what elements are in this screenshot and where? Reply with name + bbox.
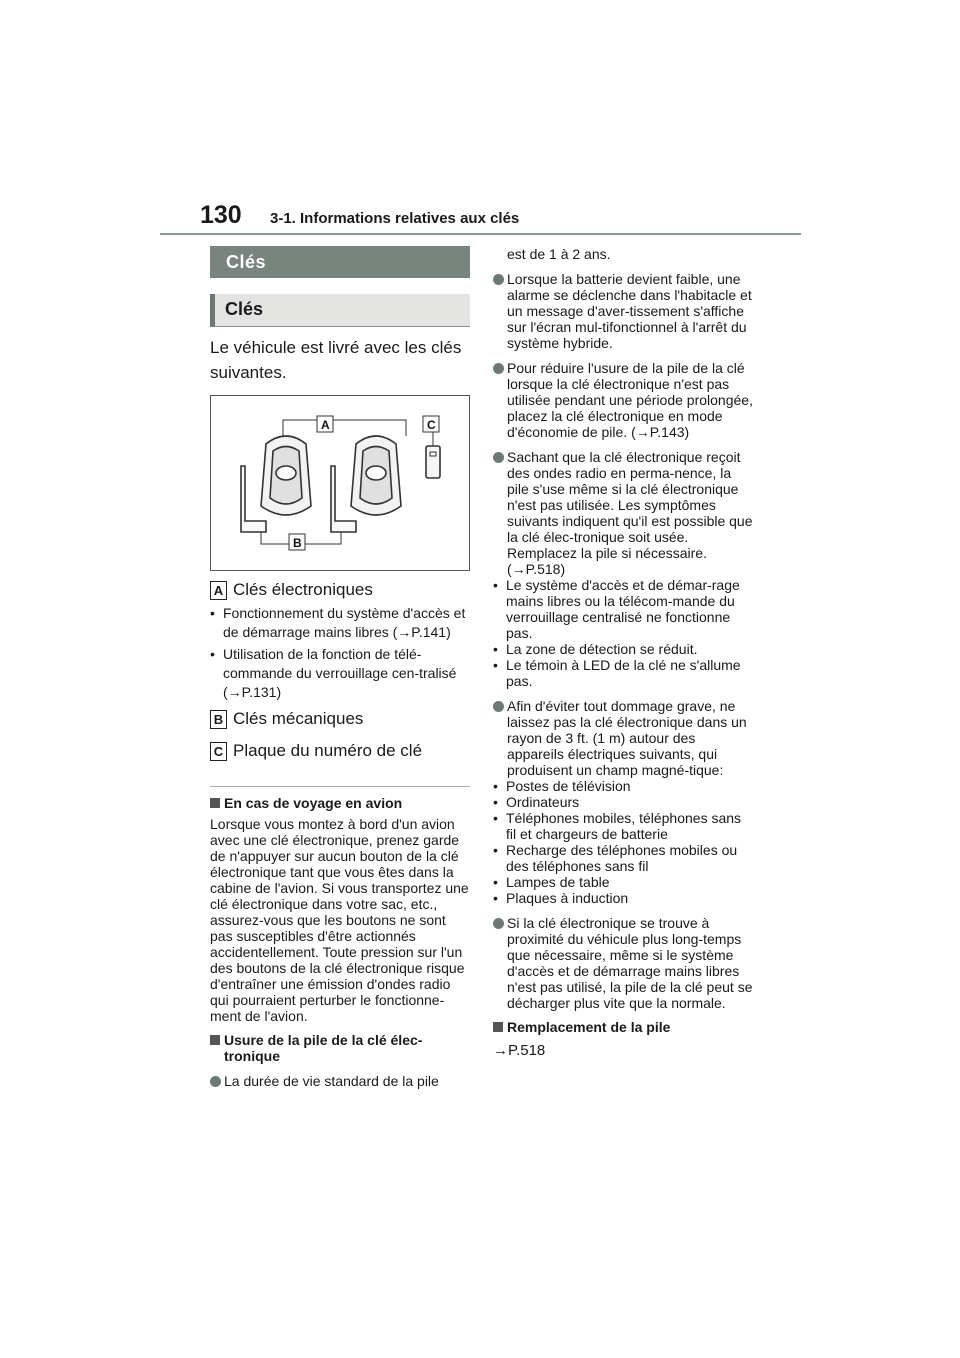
note-text-flight: Lorsque vous montez à bord d'un avion avec une clé électronique, prenez garde de n'appuyer sur aucun bouton de la clé électronique tant que vous êtes dans la cabine de l'avion. Si vous transportez une clé électronique dans votre sac, etc., assurez-vous que les boutons ne sont pas susceptibles d'être actionnés accidentellement. Toute pression sur l'un des boutons de la clé électronique risque d'entraîner une émission d'ondes radio qui pourraient perturber le fonctionne-ment de l'avion. [210,816,469,1024]
square-bullet-icon [210,798,220,808]
right-column [493,246,755,1059]
keys-illustration [210,395,470,571]
item-letter-a: A [210,581,227,600]
list-item: • Postes de télévision [493,778,755,794]
chapter-title: Clés [210,246,470,278]
item-mechanical-keys [210,708,470,730]
round-bullet-icon [210,1076,221,1087]
header-divider [160,233,801,235]
bullet-proximity: Si la clé électronique se trouve à proximité du véhicule plus long-temps que nécessaire, même si le système d'accès et de démarrage mains libres n'est pas utilisé, la pile de la clé peut se décharger plus vite que la normale. [493,915,755,1011]
note-heading-flight: En cas de voyage en avion [210,795,470,811]
item-label: Plaque du numéro de clé [233,741,423,760]
round-bullet-icon [493,274,504,285]
list-item: • Lampes de table [493,874,755,890]
devices-list [493,778,755,906]
list-item: • Téléphones mobiles, téléphones sans fil et chargeurs de batterie [493,810,755,842]
continued-text: est de 1 à 2 ans. [507,246,611,262]
item-electronic-keys [210,579,470,601]
note-heading-replacement: Remplacement de la pile [493,1019,755,1035]
electronic-keys-list [210,604,470,702]
list-item: • Utilisation de la fonction de télé-commande du verrouillage cen-tralisé (→P.131) [210,645,470,702]
keys-drawing [211,396,469,570]
list-item: • Le témoin à LED de la clé ne s'allume pas. [493,657,755,689]
bullet-radio-waves: Sachant que la clé électronique reçoit des ondes radio en perma-nence, la pile s'use même si la clé électronique n'est pas utilisée. Les symptômes suivants indiquent qu'il est possible que la clé élec-tronique soit usée. Remplacez la pile si nécessaire. (→P.518) [493,449,755,577]
figure-label-c: C [427,418,436,432]
item-key-number-plate [210,740,470,762]
note-heading-battery-wear: Usure de la pile de la clé élec-tronique [210,1032,470,1064]
figure-label-a: A [321,418,330,432]
notes-divider [210,786,470,787]
round-bullet-icon [493,452,504,463]
round-bullet-icon [493,363,504,374]
bullet-battery-saving: Pour réduire l'usure de la pile de la clé lorsque la clé électronique n'est pas utilisée pendant une période prolongée, placez la clé électronique en mode d'économie de pile. (→P.143) [493,360,755,440]
item-letter-c: C [210,742,227,761]
item-letter-b: B [210,710,227,729]
intro-text: Le véhicule est livré avec les clés suivantes. [210,338,462,382]
symptoms-list [493,577,755,689]
list-item: • Fonctionnement du système d'accès et de démarrage mains libres (→P.141) [210,604,470,642]
list-item: • La zone de détection se réduit. [493,641,755,657]
list-item: • Le système d'accès et de démar-rage mains libres ou la télécom-mande du verrouillage centralisé ne fonctionne pas. [493,577,755,641]
square-bullet-icon [493,1022,503,1032]
page-number: 130 [200,201,242,229]
section-title: 3-1. Informations relatives aux clés [270,210,520,227]
bullet-battery-life: La durée de vie standard de la pile [210,1073,470,1089]
section-heading: Clés [210,294,470,327]
list-item: • Ordinateurs [493,794,755,810]
round-bullet-icon [493,701,504,712]
item-label: Clés mécaniques [233,709,364,728]
round-bullet-icon [493,918,504,929]
replacement-page-ref[interactable]: →P.518 [493,1042,546,1059]
bullet-low-battery-alarm: Lorsque la batterie devient faible, une alarme se déclenche dans l'habitacle et un message d'aver-tissement s'affiche sur l'écran mul-tifonctionnel à l'arrêt du système hybride. [493,271,755,351]
list-item: • Recharge des téléphones mobiles ou des téléphones sans fil [493,842,755,874]
item-label: Clés électroniques [233,580,373,599]
figure-label-b: B [293,536,302,550]
left-column [210,246,470,1089]
list-item: • Plaques à induction [493,890,755,906]
bullet-magnetic-field: Afin d'éviter tout dommage grave, ne laissez pas la clé électronique dans un rayon de 3 ft. (1 m) autour des appareils électriques suivants, qui produisent un champ magné-tique: [493,698,755,778]
square-bullet-icon [210,1035,220,1045]
